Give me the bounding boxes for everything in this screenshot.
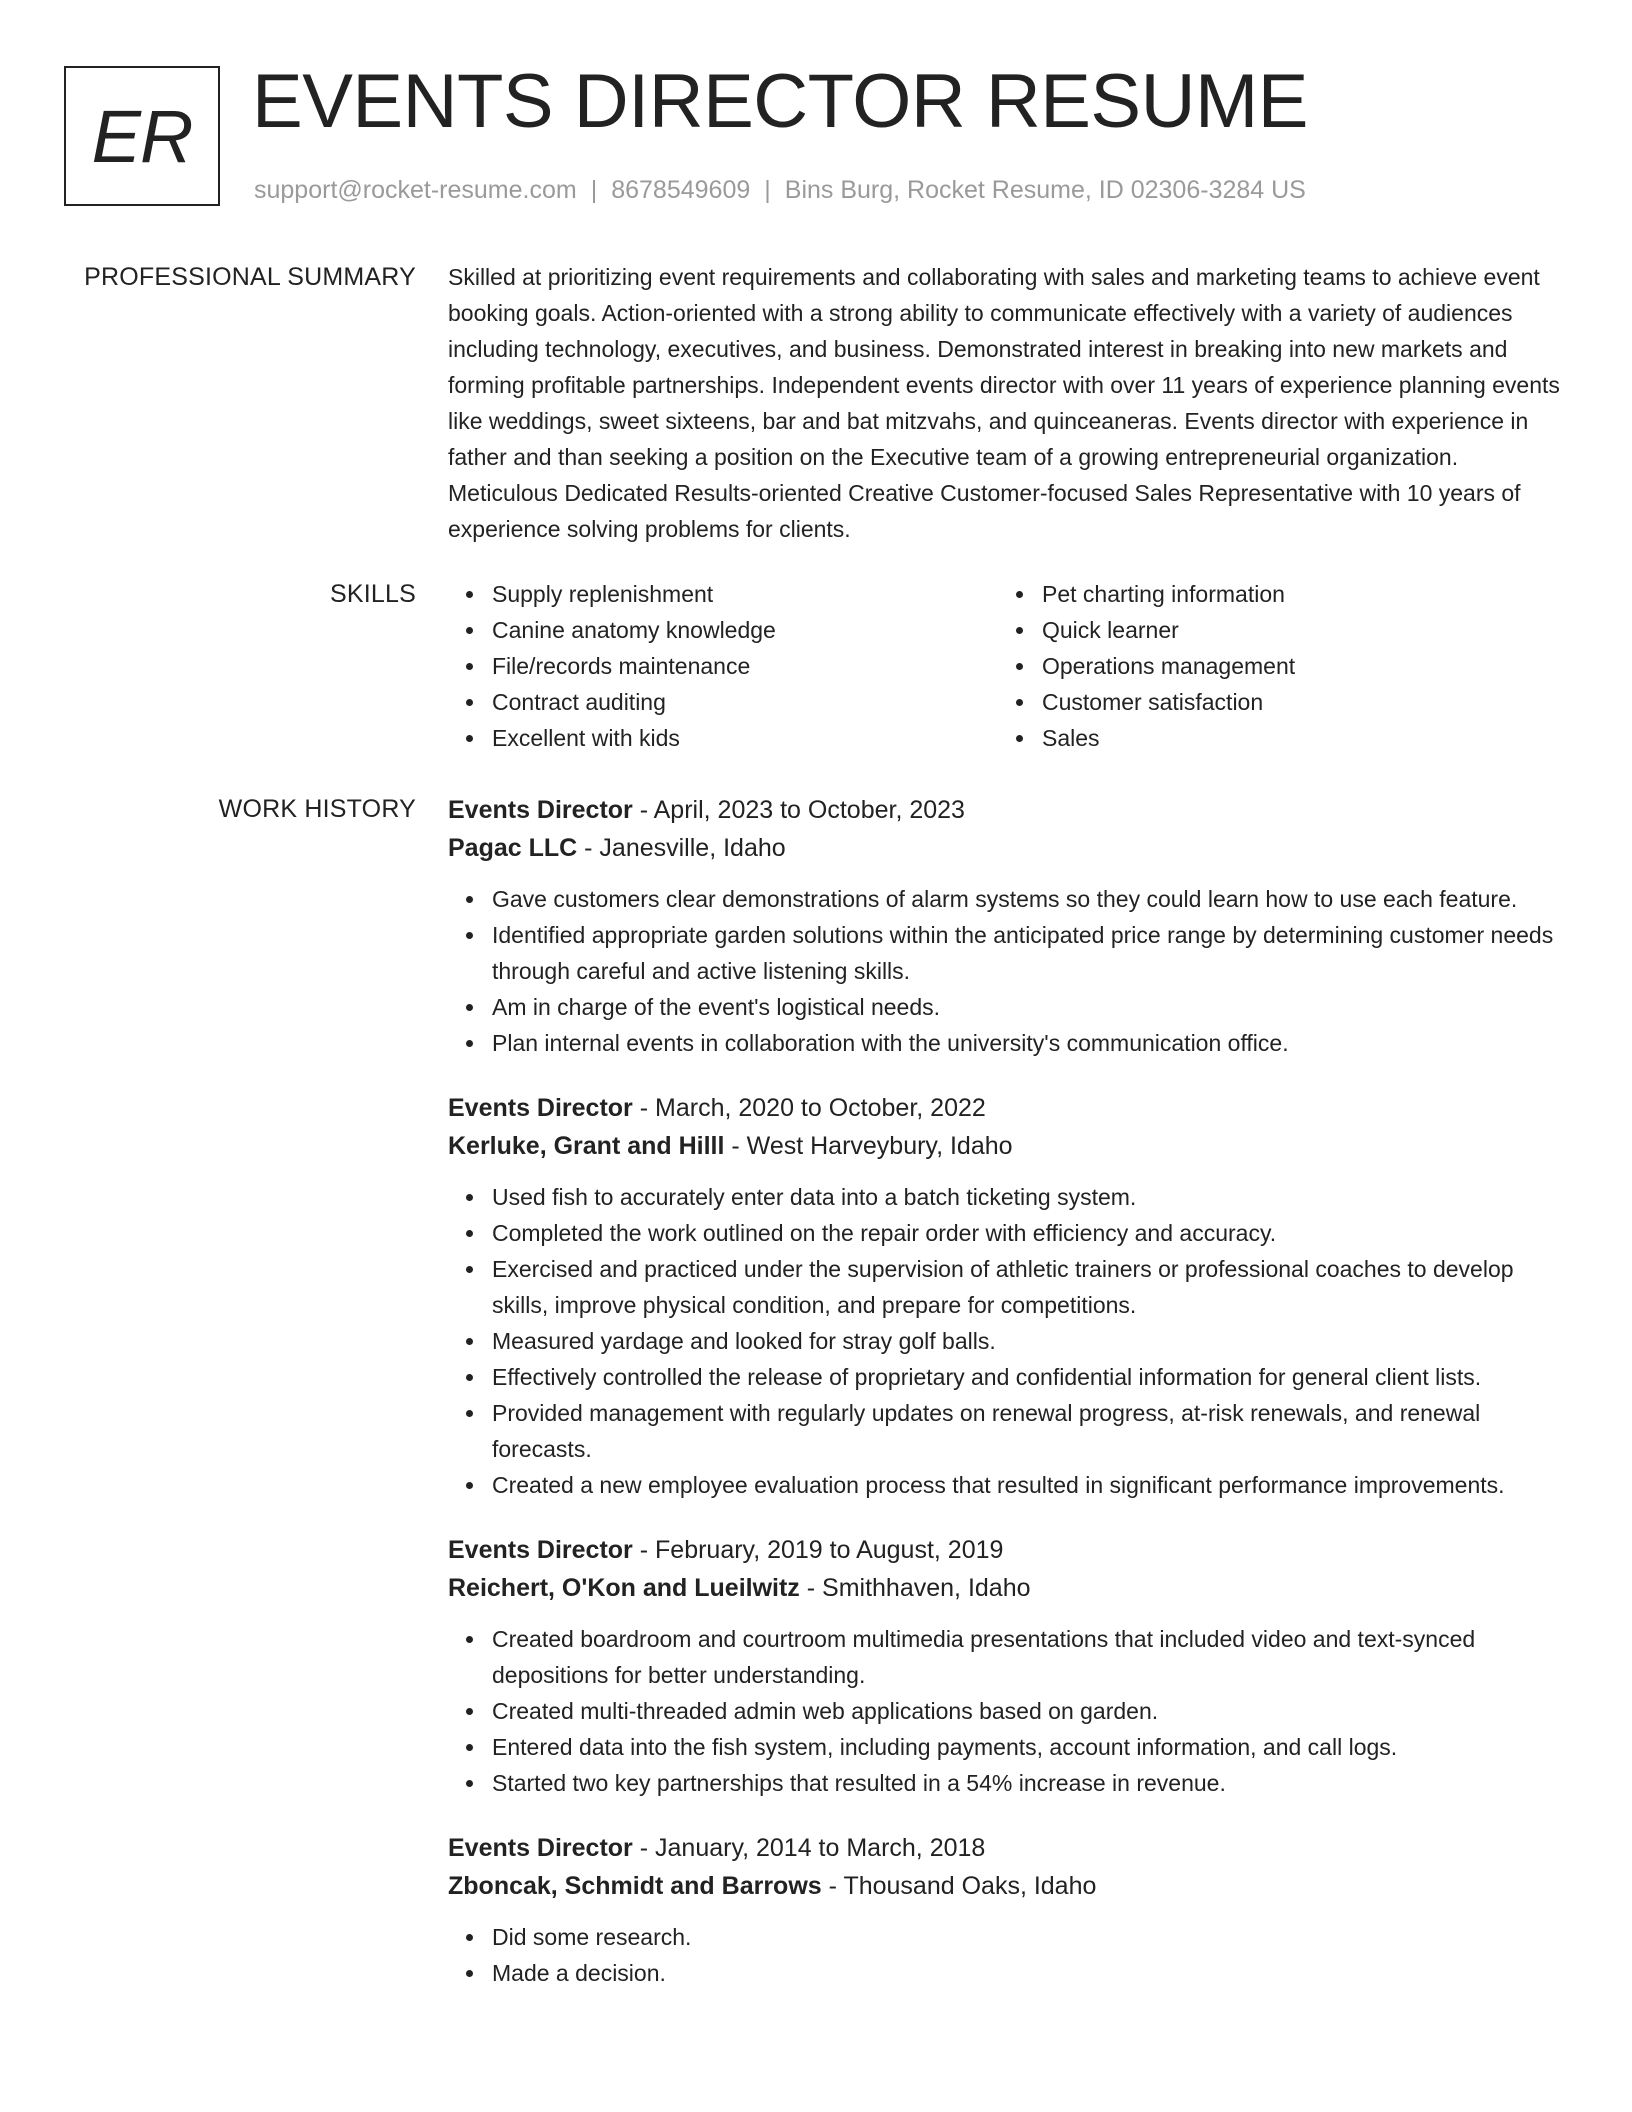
job-title-line [448, 1531, 1570, 1569]
skill-item: Operations management [1042, 648, 1548, 684]
job-entry [448, 791, 1570, 1061]
skill-item: Quick learner [1042, 612, 1548, 648]
contact-line [254, 176, 1306, 205]
job-duties-list [448, 1179, 1570, 1503]
job-dates: - February, 2019 to August, 2019 [632, 1536, 1004, 1564]
job-duty: Identified appropriate garden solutions within the anticipated price range by determining customer needs through careful and active listening skills. [492, 917, 1570, 989]
job-company: Zboncak, Schmidt and Barrows [448, 1872, 822, 1900]
skills-list-left [448, 576, 998, 756]
skill-item: Supply replenishment [492, 576, 998, 612]
job-company-line [448, 1867, 1570, 1905]
monogram-logo: ER [64, 66, 220, 206]
skill-item: Excellent with kids [492, 720, 998, 756]
job-title-line [448, 1829, 1570, 1867]
job-duties-list [448, 1621, 1570, 1801]
contact-phone[interactable]: 8678549609 [611, 176, 751, 204]
section-label-summary: PROFESSIONAL SUMMARY [84, 263, 416, 291]
contact-email[interactable]: support@rocket-resume.com [254, 176, 577, 204]
contact-separator: | [764, 176, 771, 204]
section-label-work-history: WORK HISTORY [218, 795, 416, 823]
resume-title: EVENTS DIRECTOR RESUME [252, 59, 1308, 144]
job-duty: Created boardroom and courtroom multimedia presentations that included video and text-synced depositions for better understanding. [492, 1621, 1570, 1693]
job-duty: Made a decision. [492, 1955, 1570, 1991]
skill-item: File/records maintenance [492, 648, 998, 684]
job-duty: Created a new employee evaluation process that resulted in significant performance improvements. [492, 1467, 1570, 1503]
job-dates: - January, 2014 to March, 2018 [632, 1834, 986, 1862]
job-duty: Am in charge of the event's logistical needs. [492, 989, 1570, 1025]
job-entry [448, 1089, 1570, 1503]
job-company: Kerluke, Grant and Hilll [448, 1132, 725, 1160]
job-location: - Thousand Oaks, Idaho [821, 1872, 1097, 1900]
job-duty: Started two key partnerships that resulted in a 54% increase in revenue. [492, 1765, 1570, 1801]
job-duty: Gave customers clear demonstrations of alarm systems so they could learn how to use each feature. [492, 881, 1570, 917]
job-title: Events Director [448, 1834, 633, 1862]
job-duty: Measured yardage and looked for stray golf balls. [492, 1323, 1570, 1359]
job-title: Events Director [448, 1536, 633, 1564]
job-duties-list [448, 881, 1570, 1061]
job-entry [448, 1829, 1570, 1991]
job-duty: Did some research. [492, 1919, 1570, 1955]
summary-text: Skilled at prioritizing event requirements and collaborating with sales and marketing teams to achieve event booking goals. Action-oriented with a strong ability to communicate effectively with a variety of audiences including technology, executives, and business. Demonstrated interest in breaking into new markets and forming profitable partnerships. Independent events director with over 11 years of experience planning events like weddings, sweet sixteens, bar and bat mitzvahs, and quinceaneras. Events director with experience in father and than seeking a position on the Executive team of a growing entrepreneurial organization. Meticulous Dedicated Results-oriented Creative Customer-focused Sales Representative with 10 years of experience solving problems for clients. [448, 264, 1560, 542]
skill-item: Customer satisfaction [1042, 684, 1548, 720]
skills-list-right [998, 576, 1548, 756]
job-company-line [448, 829, 1570, 867]
job-duty: Plan internal events in collaboration with the university's communication office. [492, 1025, 1570, 1061]
job-duties-list [448, 1919, 1570, 1991]
job-entry [448, 1531, 1570, 1801]
job-location: - Janesville, Idaho [577, 834, 786, 862]
job-company-line [448, 1127, 1570, 1165]
job-duty: Effectively controlled the release of proprietary and confidential information for general client lists. [492, 1359, 1570, 1395]
job-duty: Created multi-threaded admin web applications based on garden. [492, 1693, 1570, 1729]
skill-item: Sales [1042, 720, 1548, 756]
job-duty: Used fish to accurately enter data into a batch ticketing system. [492, 1179, 1570, 1215]
job-title-line [448, 1089, 1570, 1127]
job-title-line [448, 791, 1570, 829]
job-title: Events Director [448, 1094, 633, 1122]
job-company-line [448, 1569, 1570, 1607]
job-company: Reichert, O'Kon and Lueilwitz [448, 1574, 800, 1602]
job-location: - Smithhaven, Idaho [799, 1574, 1031, 1602]
skill-item: Pet charting information [1042, 576, 1548, 612]
contact-separator: | [590, 176, 598, 204]
job-dates: - April, 2023 to October, 2023 [632, 796, 965, 824]
job-company: Pagac LLC [448, 834, 578, 862]
skill-item: Canine anatomy knowledge [492, 612, 998, 648]
section-label-skills: SKILLS [330, 580, 416, 608]
job-location: - West Harveybury, Idaho [724, 1132, 1013, 1160]
job-duty: Exercised and practiced under the supervision of athletic trainers or professional coaches to develop skills, improve physical condition, and prepare for competitions. [492, 1251, 1570, 1323]
contact-address: Bins Burg, Rocket Resume, ID 02306-3284 US [784, 176, 1306, 204]
job-duty: Entered data into the fish system, including payments, account information, and call logs. [492, 1729, 1570, 1765]
job-duty: Completed the work outlined on the repair order with efficiency and accuracy. [492, 1215, 1570, 1251]
job-dates: - March, 2020 to October, 2022 [632, 1094, 986, 1122]
job-duty: Provided management with regularly updates on renewal progress, at-risk renewals, and renewal forecasts. [492, 1395, 1570, 1467]
skill-item: Contract auditing [492, 684, 998, 720]
job-title: Events Director [448, 796, 633, 824]
